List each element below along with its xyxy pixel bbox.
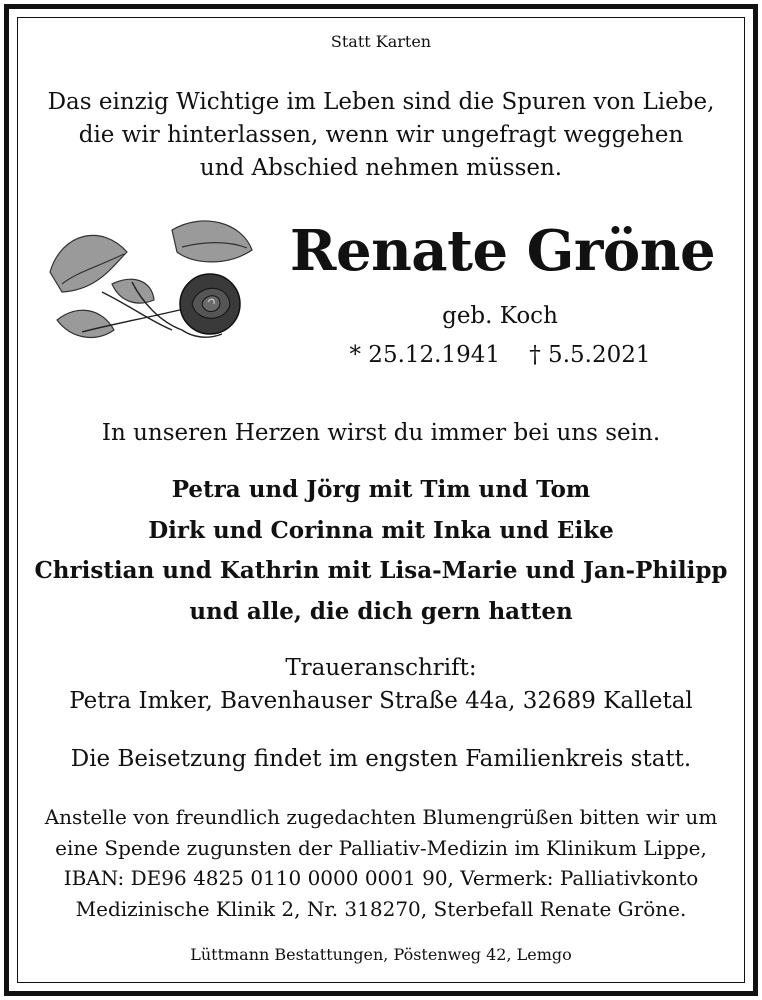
quote-line-3: und Abschied nehmen müssen. bbox=[199, 155, 563, 181]
donation-line-4: Medizinische Klinik 2, Nr. 318270, Sterbefall Renate Gröne. bbox=[75, 897, 687, 921]
remembrance-line: In unseren Herzen wirst du immer bei uns sein. bbox=[101, 420, 661, 446]
mourner-line-1: Petra und Jörg mit Tim und Tom bbox=[171, 476, 591, 503]
quote-line-2: die wir hinterlassen, wenn wir ungefragt weggehen bbox=[78, 122, 684, 148]
mourner-line-3: Christian und Kathrin mit Lisa-Marie und Jan-Philipp bbox=[34, 557, 728, 584]
birth-name: geb. Koch bbox=[442, 303, 558, 329]
donation-line-3: IBAN: DE96 4825 0110 0000 0001 90, Vermerk: Palliativkonto bbox=[63, 866, 699, 890]
address-label: Traueranschrift: bbox=[285, 655, 477, 681]
funeral-home-footer: Lüttmann Bestattungen, Pöstenweg 42, Lemgo bbox=[190, 945, 572, 964]
address-value: Petra Imker, Bavenhauser Straße 44a, 32689 Kalletal bbox=[69, 688, 693, 714]
deceased-name: Renate Gröne bbox=[289, 218, 716, 284]
statt-karten: Statt Karten bbox=[330, 32, 432, 51]
rose-leaves-illustration bbox=[42, 212, 257, 362]
funeral-note: Die Beisetzung findet im engsten Familienkreis statt. bbox=[70, 746, 692, 772]
life-dates: * 25.12.1941 † 5.5.2021 bbox=[349, 342, 651, 368]
mourner-line-4: und alle, die dich gern hatten bbox=[189, 598, 573, 625]
mourner-line-2: Dirk und Corinna mit Inka und Eike bbox=[148, 517, 614, 544]
donation-line-1: Anstelle von freundlich zugedachten Blumengrüßen bitten wir um bbox=[44, 805, 718, 829]
quote-line-1: Das einzig Wichtige im Leben sind die Spuren von Liebe, bbox=[47, 89, 715, 115]
donation-line-2: eine Spende zugunsten der Palliativ-Medizin im Klinikum Lippe, bbox=[55, 836, 707, 860]
